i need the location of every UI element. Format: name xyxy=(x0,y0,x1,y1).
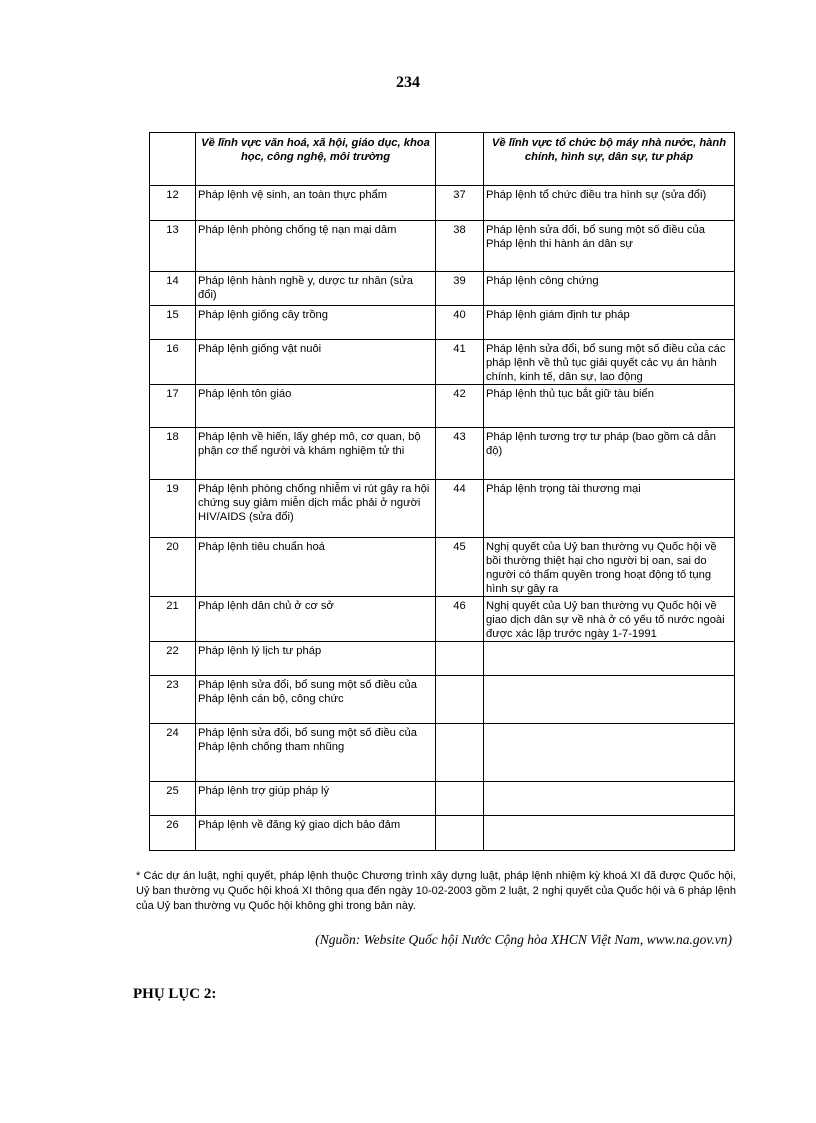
table-row xyxy=(150,186,735,221)
source-note: (Nguồn: Website Quốc hội Nước Cộng hòa XHCN Việt Nam, www.na.gov.vn) xyxy=(315,932,732,947)
row-text-right xyxy=(484,642,735,676)
row-number-right xyxy=(436,816,484,851)
row-text-left: Pháp lệnh về hiến, lấy ghép mô, cơ quan, bộ phận cơ thể người và khám nghiệm tử thi xyxy=(196,428,436,480)
row-text-right: Pháp lệnh sửa đổi, bổ sung một số điều của Pháp lệnh thi hành án dân sự xyxy=(484,221,735,272)
row-text-right: Pháp lệnh tổ chức điều tra hình sự (sửa đổi) xyxy=(484,186,735,221)
row-number-left: 25 xyxy=(150,782,196,816)
table-row xyxy=(150,642,735,676)
row-text-right: Nghị quyết của Uỷ ban thường vụ Quốc hội về bồi thường thiệt hại cho người bị oan, sai do người có thẩm quyền trong hoạt động tố tụng hình sự gây ra xyxy=(484,538,735,597)
row-text-left: Pháp lệnh sửa đổi, bổ sung một số điều của Pháp lệnh chống tham nhũng xyxy=(196,724,436,782)
row-text-left: Pháp lệnh tiêu chuẩn hoá xyxy=(196,538,436,597)
row-number-right: 39 xyxy=(436,272,484,306)
table-header-row xyxy=(150,133,735,186)
row-text-left: Pháp lệnh dân chủ ở cơ sở xyxy=(196,597,436,642)
table-row xyxy=(150,385,735,428)
row-text-right: Nghị quyết của Uỷ ban thường vụ Quốc hội về giao dịch dân sự về nhà ở có yếu tố nước ngoài được xác lập trước ngày 1-7-1991 xyxy=(484,597,735,642)
row-number-right: 42 xyxy=(436,385,484,428)
row-number-left: 17 xyxy=(150,385,196,428)
footnote: * Các dự án luật, nghị quyết, pháp lệnh thuộc Chương trình xây dựng luật, pháp lệnh nhiệm kỳ khoá XI đã được Quốc hội, Uỷ ban thường vụ Quốc hội khoá XI thông qua đến ngày 10-02-2003 gồm 2 luật, 2 nghị quyết của Quốc hội và 6 pháp lệnh của Uỷ ban thường vụ Quốc hội không ghi trong bản này. xyxy=(136,870,736,912)
row-text-left: Pháp lệnh trợ giúp pháp lý xyxy=(196,782,436,816)
row-text-left: Pháp lệnh lý lịch tư pháp xyxy=(196,642,436,676)
row-number-right xyxy=(436,642,484,676)
table-row xyxy=(150,782,735,816)
page-number: 234 xyxy=(396,74,420,91)
table-row xyxy=(150,597,735,642)
table-row xyxy=(150,428,735,480)
row-text-right: Pháp lệnh giám định tư pháp xyxy=(484,306,735,340)
row-number-left: 21 xyxy=(150,597,196,642)
ordinance-table xyxy=(149,132,735,851)
row-number-left: 18 xyxy=(150,428,196,480)
row-number-left: 19 xyxy=(150,480,196,538)
row-number-left: 24 xyxy=(150,724,196,782)
row-text-right xyxy=(484,782,735,816)
row-text-right: Pháp lệnh thủ tục bắt giữ tàu biển xyxy=(484,385,735,428)
row-number-right xyxy=(436,782,484,816)
row-number-right: 44 xyxy=(436,480,484,538)
table-row xyxy=(150,306,735,340)
row-number-left: 16 xyxy=(150,340,196,385)
row-text-right: Pháp lệnh công chứng xyxy=(484,272,735,306)
row-text-right: Pháp lệnh sửa đổi, bổ sung một số điều của các pháp lệnh về thủ tục giải quyết các vụ án hành chính, kinh tế, dân sự, lao động xyxy=(484,340,735,385)
table-row xyxy=(150,272,735,306)
row-text-right: Pháp lệnh trọng tài thương mại xyxy=(484,480,735,538)
row-number-right: 46 xyxy=(436,597,484,642)
row-number-left: 23 xyxy=(150,676,196,724)
table-row xyxy=(150,480,735,538)
row-number-left: 12 xyxy=(150,186,196,221)
row-text-left: Pháp lệnh sửa đổi, bổ sung một số điều của Pháp lệnh cán bộ, công chức xyxy=(196,676,436,724)
row-number-right xyxy=(436,724,484,782)
table-row xyxy=(150,340,735,385)
row-text-left: Pháp lệnh phòng chống tệ nạn mại dâm xyxy=(196,221,436,272)
row-text-left: Pháp lệnh hành nghề y, dược tư nhân (sửa đổi) xyxy=(196,272,436,306)
row-number-right: 41 xyxy=(436,340,484,385)
row-number-right: 40 xyxy=(436,306,484,340)
header-number-left xyxy=(150,133,196,186)
row-text-left: Pháp lệnh vệ sinh, an toàn thực phẩm xyxy=(196,186,436,221)
table-row xyxy=(150,724,735,782)
row-text-left: Pháp lệnh tôn giáo xyxy=(196,385,436,428)
table-row xyxy=(150,538,735,597)
row-number-right xyxy=(436,676,484,724)
row-number-left: 20 xyxy=(150,538,196,597)
row-number-left: 15 xyxy=(150,306,196,340)
header-number-right xyxy=(436,133,484,186)
appendix-title: PHỤ LỤC 2: xyxy=(133,986,217,1002)
row-number-right: 43 xyxy=(436,428,484,480)
row-number-right: 38 xyxy=(436,221,484,272)
header-left: Về lĩnh vực văn hoá, xã hội, giáo dục, khoa học, công nghệ, môi trường xyxy=(196,133,436,186)
row-text-left: Pháp lệnh phòng chống nhiễm vi rút gây ra hội chứng suy giảm miễn dịch mắc phải ở người HIV/AIDS (sửa đổi) xyxy=(196,480,436,538)
table-row xyxy=(150,816,735,851)
row-text-left: Pháp lệnh về đăng ký giao dịch bảo đảm xyxy=(196,816,436,851)
row-text-left: Pháp lệnh giống vật nuôi xyxy=(196,340,436,385)
row-text-left: Pháp lệnh giống cây trồng xyxy=(196,306,436,340)
row-number-left: 26 xyxy=(150,816,196,851)
table-row xyxy=(150,676,735,724)
row-number-left: 14 xyxy=(150,272,196,306)
row-text-right xyxy=(484,676,735,724)
row-text-right xyxy=(484,724,735,782)
row-number-left: 22 xyxy=(150,642,196,676)
table-row xyxy=(150,221,735,272)
row-number-right: 45 xyxy=(436,538,484,597)
row-number-right: 37 xyxy=(436,186,484,221)
row-number-left: 13 xyxy=(150,221,196,272)
row-text-right xyxy=(484,816,735,851)
header-right: Về lĩnh vực tổ chức bộ máy nhà nước, hành chính, hình sự, dân sự, tư pháp xyxy=(484,133,735,186)
row-text-right: Pháp lệnh tương trợ tư pháp (bao gồm cả dẫn độ) xyxy=(484,428,735,480)
